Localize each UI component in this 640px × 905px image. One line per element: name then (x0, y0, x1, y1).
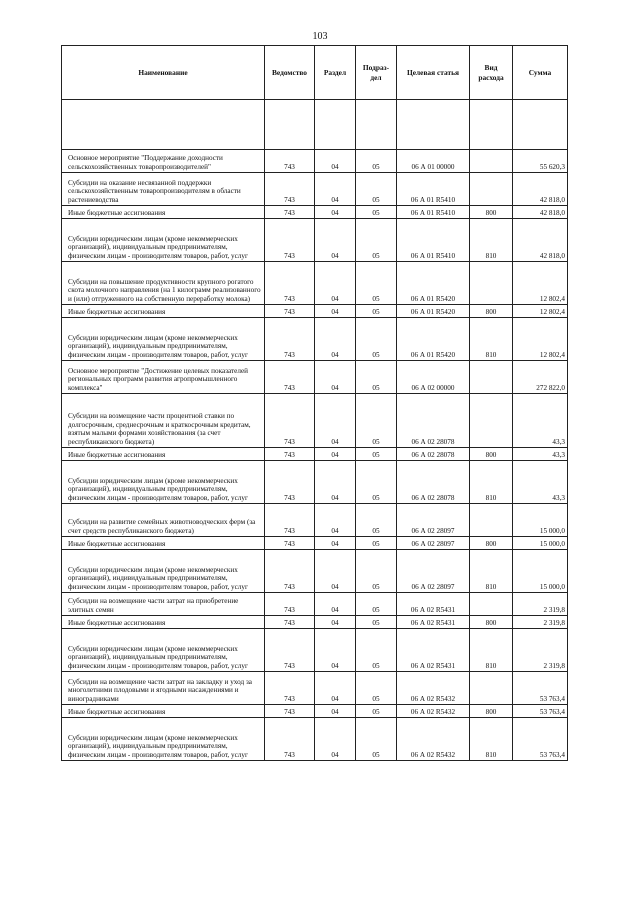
table-row (62, 361, 568, 394)
cell-celevaya-statya: 06 А 01 R5410 (397, 206, 470, 219)
cell-vedomstvo: 743 (265, 206, 315, 219)
table-row (62, 150, 568, 173)
cell-vid-rashoda: 810 (470, 461, 513, 504)
cell-vedomstvo: 743 (265, 318, 315, 361)
cell-vedomstvo: 743 (265, 219, 315, 262)
cell-podrazdel: 05 (356, 705, 397, 718)
cell-summa: 15 000,0 (513, 537, 568, 550)
cell-podrazdel: 05 (356, 173, 397, 206)
cell-name: Субсидии юридическим лицам (кроме некоммерческих организаций), индивидуальным предпринимателям, физическим лицам - производителям товаров, работ, услуг (62, 461, 265, 504)
cell-podrazdel: 05 (356, 537, 397, 550)
cell-razdel: 04 (315, 448, 356, 461)
cell-vedomstvo: 743 (265, 305, 315, 318)
cell-name: Субсидии юридическим лицам (кроме некоммерческих организаций), индивидуальным предпринимателям, физическим лицам - производителям товаров, работ, услуг (62, 550, 265, 593)
cell-razdel: 04 (315, 394, 356, 448)
cell-podrazdel: 05 (356, 150, 397, 173)
table-row (62, 718, 568, 761)
table-row (62, 504, 568, 537)
table-row (62, 262, 568, 305)
header-name: Наименование (62, 46, 265, 100)
cell-podrazdel: 05 (356, 361, 397, 394)
cell-vedomstvo: 743 (265, 550, 315, 593)
cell-name: Основное мероприятие "Поддержание доходности сельскохозяйственных товаропроизводителей" (62, 150, 265, 173)
cell-celevaya-statya: 06 А 02 28097 (397, 550, 470, 593)
cell-name: Субсидии на возмещение части процентной ставки по долгосрочным, среднесрочным и краткосрочным кредитам, взятым малыми формами хозяйствования (за счет республиканского бюджета) (62, 394, 265, 448)
cell-celevaya-statya: 06 А 02 R5431 (397, 629, 470, 672)
table-row (62, 206, 568, 219)
cell-razdel: 04 (315, 718, 356, 761)
cell-vedomstvo: 743 (265, 593, 315, 616)
cell-celevaya-statya: 06 А 02 28078 (397, 448, 470, 461)
cell-podrazdel: 05 (356, 206, 397, 219)
cell-vid-rashoda (470, 262, 513, 305)
budget-table (61, 45, 568, 761)
cell-podrazdel: 05 (356, 550, 397, 593)
table-row (62, 461, 568, 504)
cell-razdel: 04 (315, 173, 356, 206)
cell-name: Субсидии юридическим лицам (кроме некоммерческих организаций), индивидуальным предпринимателям, физическим лицам - производителям товаров, работ, услуг (62, 318, 265, 361)
cell-razdel: 04 (315, 616, 356, 629)
cell-celevaya-statya: 06 А 01 R5410 (397, 173, 470, 206)
cell-vid-rashoda: 810 (470, 718, 513, 761)
cell-name: Иные бюджетные ассигнования (62, 616, 265, 629)
cell-razdel: 04 (315, 550, 356, 593)
cell-vid-rashoda (470, 173, 513, 206)
cell-summa: 42 818,0 (513, 173, 568, 206)
cell-razdel: 04 (315, 504, 356, 537)
cell-name: Субсидии на повышение продуктивности крупного рогатого скота молочного направления (на 1 килограмм реализованного и (или) отгруженного на собственную переработку молока) (62, 262, 265, 305)
cell-vid-rashoda (470, 394, 513, 448)
cell-name: Иные бюджетные ассигнования (62, 537, 265, 550)
cell-razdel: 04 (315, 672, 356, 705)
cell-celevaya-statya: 06 А 02 R5432 (397, 705, 470, 718)
cell-vid-rashoda (470, 672, 513, 705)
cell-podrazdel: 05 (356, 305, 397, 318)
cell-vid-rashoda (470, 150, 513, 173)
cell-vid-rashoda (470, 504, 513, 537)
cell-summa: 15 000,0 (513, 550, 568, 593)
cell-vid-rashoda: 800 (470, 448, 513, 461)
header-razdel: Раздел (315, 46, 356, 100)
cell-vedomstvo: 743 (265, 672, 315, 705)
table-row (62, 705, 568, 718)
table-spacer-row (62, 100, 568, 150)
cell-celevaya-statya: 06 А 02 28078 (397, 394, 470, 448)
cell-name: Субсидии на возмещение части затрат на приобретение элитных семян (62, 593, 265, 616)
cell-vedomstvo: 743 (265, 718, 315, 761)
cell-celevaya-statya: 06 А 02 28078 (397, 461, 470, 504)
cell-podrazdel: 05 (356, 394, 397, 448)
cell-summa: 15 000,0 (513, 504, 568, 537)
cell-celevaya-statya: 06 А 01 R5420 (397, 262, 470, 305)
cell-podrazdel: 05 (356, 461, 397, 504)
cell-vid-rashoda: 800 (470, 206, 513, 219)
cell-summa: 53 763,4 (513, 705, 568, 718)
header-vid-rashoda: Вид расхода (470, 46, 513, 100)
cell-name: Субсидии на развитие семейных животноводческих ферм (за счет средств республиканского бюджета) (62, 504, 265, 537)
cell-summa: 12 802,4 (513, 305, 568, 318)
cell-summa: 12 802,4 (513, 262, 568, 305)
header-vedomstvo: Ведомство (265, 46, 315, 100)
cell-summa: 2 319,8 (513, 616, 568, 629)
cell-vedomstvo: 743 (265, 504, 315, 537)
cell-name: Иные бюджетные ассигнования (62, 448, 265, 461)
cell-name: Субсидии юридическим лицам (кроме некоммерческих организаций), индивидуальным предпринимателям, физическим лицам - производителям товаров, работ, услуг (62, 629, 265, 672)
cell-name: Субсидии юридическим лицам (кроме некоммерческих организаций), индивидуальным предпринимателям, физическим лицам - производителям товаров, работ, услуг (62, 219, 265, 262)
cell-summa: 272 822,0 (513, 361, 568, 394)
cell-razdel: 04 (315, 537, 356, 550)
cell-vedomstvo: 743 (265, 616, 315, 629)
cell-name: Иные бюджетные ассигнования (62, 206, 265, 219)
cell-podrazdel: 05 (356, 448, 397, 461)
cell-celevaya-statya: 06 А 02 28097 (397, 537, 470, 550)
table-header (62, 46, 568, 100)
cell-vedomstvo: 743 (265, 361, 315, 394)
cell-podrazdel: 05 (356, 504, 397, 537)
cell-summa: 42 818,0 (513, 206, 568, 219)
cell-summa: 42 818,0 (513, 219, 568, 262)
cell-razdel: 04 (315, 206, 356, 219)
cell-razdel: 04 (315, 219, 356, 262)
cell-name: Иные бюджетные ассигнования (62, 305, 265, 318)
cell-summa: 43,3 (513, 394, 568, 448)
cell-name: Субсидии на возмещение части затрат на закладку и уход за многолетними плодовыми и ягодными насаждениями и виноградниками (62, 672, 265, 705)
cell-vid-rashoda (470, 361, 513, 394)
table-row (62, 672, 568, 705)
table-row (62, 173, 568, 206)
cell-vedomstvo: 743 (265, 705, 315, 718)
table-body (62, 100, 568, 761)
table-row (62, 394, 568, 448)
cell-summa: 2 319,8 (513, 629, 568, 672)
cell-summa: 43,3 (513, 461, 568, 504)
cell-name: Субсидии юридическим лицам (кроме некоммерческих организаций), индивидуальным предпринимателям, физическим лицам - производителям товаров, работ, услуг (62, 718, 265, 761)
cell-podrazdel: 05 (356, 718, 397, 761)
header-podrazdel: Подраз-дел (356, 46, 397, 100)
cell-summa: 43,3 (513, 448, 568, 461)
cell-vid-rashoda: 810 (470, 318, 513, 361)
cell-vedomstvo: 743 (265, 173, 315, 206)
cell-vedomstvo: 743 (265, 537, 315, 550)
cell-vedomstvo: 743 (265, 150, 315, 173)
cell-podrazdel: 05 (356, 318, 397, 361)
cell-celevaya-statya: 06 А 02 R5432 (397, 718, 470, 761)
table-row (62, 629, 568, 672)
cell-celevaya-statya: 06 А 02 R5431 (397, 593, 470, 616)
cell-celevaya-statya: 06 А 01 R5410 (397, 219, 470, 262)
cell-razdel: 04 (315, 461, 356, 504)
cell-vedomstvo: 743 (265, 262, 315, 305)
cell-razdel: 04 (315, 593, 356, 616)
table-row (62, 537, 568, 550)
cell-vid-rashoda: 810 (470, 629, 513, 672)
cell-vid-rashoda: 800 (470, 305, 513, 318)
cell-celevaya-statya: 06 А 02 00000 (397, 361, 470, 394)
cell-celevaya-statya: 06 А 01 R5420 (397, 305, 470, 318)
cell-name: Основное мероприятие "Достижение целевых показателей региональных программ развития агропромышленного комплекса" (62, 361, 265, 394)
cell-celevaya-statya: 06 А 02 R5431 (397, 616, 470, 629)
cell-vid-rashoda: 800 (470, 537, 513, 550)
cell-vedomstvo: 743 (265, 461, 315, 504)
cell-podrazdel: 05 (356, 262, 397, 305)
cell-razdel: 04 (315, 318, 356, 361)
cell-celevaya-statya: 06 А 01 R5420 (397, 318, 470, 361)
header-celevaya-statya: Целевая статья (397, 46, 470, 100)
table-row (62, 448, 568, 461)
table-row (62, 318, 568, 361)
cell-podrazdel: 05 (356, 616, 397, 629)
cell-razdel: 04 (315, 629, 356, 672)
cell-vedomstvo: 743 (265, 394, 315, 448)
cell-razdel: 04 (315, 705, 356, 718)
cell-summa: 53 763,4 (513, 672, 568, 705)
table-row (62, 305, 568, 318)
cell-razdel: 04 (315, 361, 356, 394)
cell-name: Иные бюджетные ассигнования (62, 705, 265, 718)
cell-razdel: 04 (315, 150, 356, 173)
cell-podrazdel: 05 (356, 593, 397, 616)
cell-summa: 53 763,4 (513, 718, 568, 761)
cell-celevaya-statya: 06 А 01 00000 (397, 150, 470, 173)
table-row (62, 219, 568, 262)
cell-vid-rashoda: 800 (470, 705, 513, 718)
cell-vid-rashoda (470, 593, 513, 616)
cell-vedomstvo: 743 (265, 629, 315, 672)
table-row (62, 593, 568, 616)
cell-summa: 12 802,4 (513, 318, 568, 361)
header-summa: Сумма (513, 46, 568, 100)
cell-podrazdel: 05 (356, 629, 397, 672)
table-row (62, 616, 568, 629)
cell-vedomstvo: 743 (265, 448, 315, 461)
cell-celevaya-statya: 06 А 02 28097 (397, 504, 470, 537)
cell-celevaya-statya: 06 А 02 R5432 (397, 672, 470, 705)
cell-summa: 55 620,3 (513, 150, 568, 173)
cell-podrazdel: 05 (356, 672, 397, 705)
cell-name: Субсидии на оказание несвязанной поддержки сельскохозяйственным товаропроизводителям в области растениеводства (62, 173, 265, 206)
cell-podrazdel: 05 (356, 219, 397, 262)
cell-vid-rashoda: 810 (470, 219, 513, 262)
cell-vid-rashoda: 810 (470, 550, 513, 593)
cell-razdel: 04 (315, 262, 356, 305)
table-row (62, 550, 568, 593)
page-number: 103 (312, 31, 328, 42)
cell-summa: 2 319,8 (513, 593, 568, 616)
cell-vid-rashoda: 800 (470, 616, 513, 629)
cell-razdel: 04 (315, 305, 356, 318)
